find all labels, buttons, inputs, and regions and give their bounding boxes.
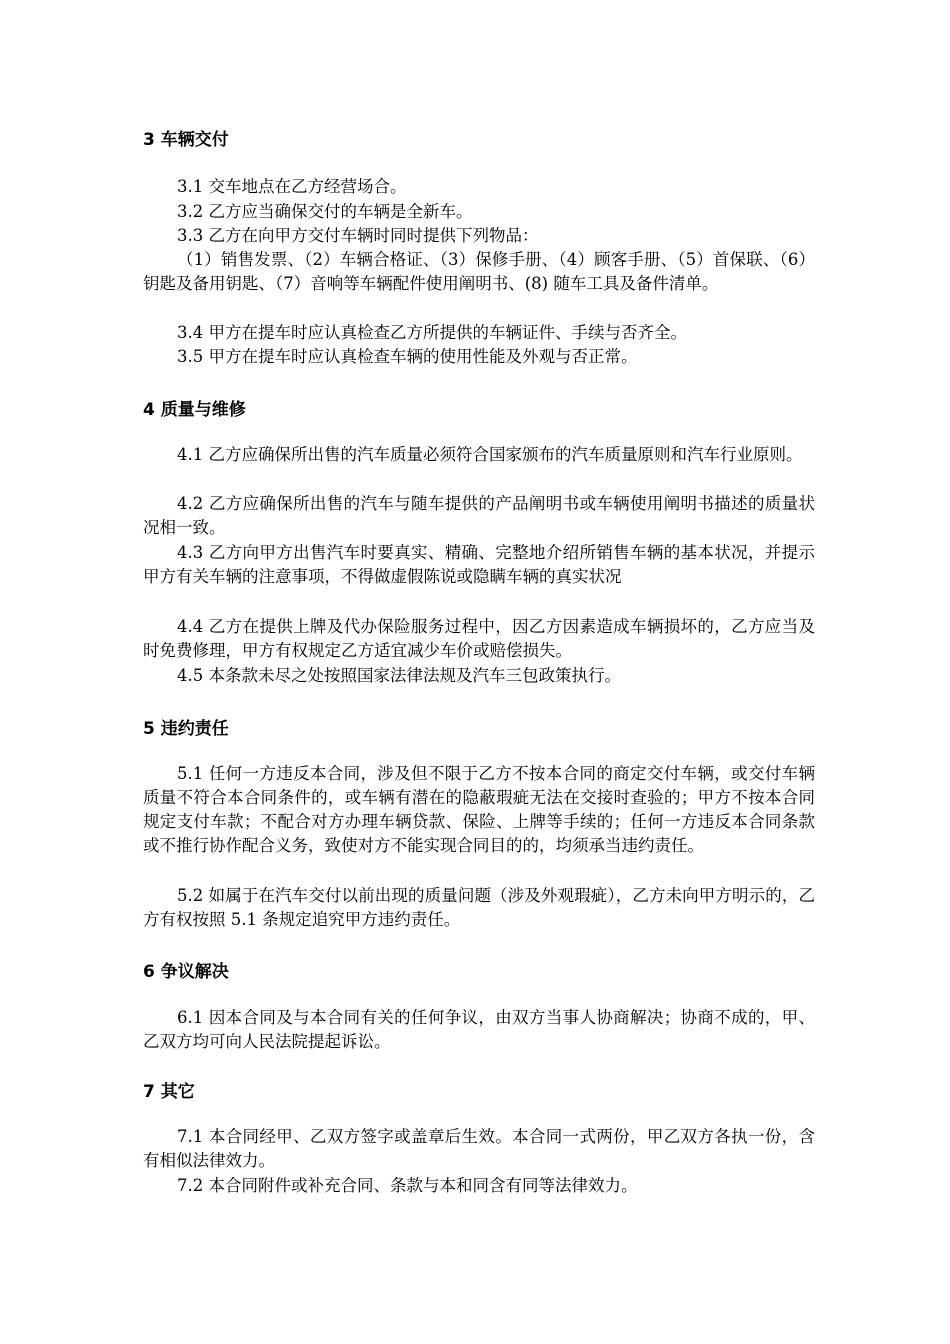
clause-3-3: 3.3 乙方在向甲方交付车辆时同时提供下列物品： [177, 226, 539, 245]
clause-3-5: 3.5 甲方在提车时应认真检查车辆的使用性能及外观与否正常。 [177, 347, 638, 366]
clause-3-1: 3.1 交车地点在乙方经营场合。 [177, 177, 407, 196]
clause-5-1: 5.1 任何一方违反本合同，涉及但不限于乙方不按本合同的商定交付车辆，或交付车辆质量不符合本合同条件的，或车辆有潜在的隐蔽瑕疵无法在交接时查验的；甲方不按本合同规定支付车款；不配合对方办理车辆贷款、保险、上牌等手续的；任何一方违反本合同条款或不推行协作配合义务，致使对方不能实现合同目的的，均须承当违约责任。 [143, 764, 815, 855]
clause-6-1: 6.1 因本合同及与本合同有关的任何争议，由双方当事人协商解决；协商不成的，甲、乙双方均可向人民法院提起诉讼。 [143, 1008, 815, 1051]
section-heading-vehicle-delivery: 3 车辆交付 [143, 130, 229, 150]
clause-7-1: 7.1 本合同经甲、乙双方签字或盖章后生效。本合同一式两份，甲乙双方各执一份，含有相似法律效力。 [143, 1127, 815, 1170]
section-heading-liability: 5 违约责任 [143, 719, 229, 739]
clause-5-2: 5.2 如属于在汽车交付以前出现的质量问题（涉及外观瑕疵），乙方未向甲方明示的，乙方有权按照 5.1 条规定追究甲方违约责任。 [143, 886, 815, 929]
clause-4-5: 4.5 本条款未尽之处按照国家法律法规及汽车三包政策执行。 [177, 666, 621, 685]
section-heading-other: 7 其它 [143, 1082, 195, 1102]
clause-4-3: 4.3 乙方向甲方出售汽车时要真实、精确、完整地介绍所销售车辆的基本状况，并提示甲方有关车辆的注意事项，不得做虚假陈说或隐瞒车辆的真实状况 [143, 543, 815, 586]
clause-4-2: 4.2 乙方应确保所出售的汽车与随车提供的产品阐明书或车辆使用阐明书描述的质量状况相一致。 [143, 494, 815, 537]
clause-4-4: 4.4 乙方在提供上牌及代办保险服务过程中，因乙方因素造成车辆损坏的，乙方应当及时免费修理，甲方有权规定乙方适宜减少车价或赔偿损失。 [143, 617, 815, 660]
section-heading-quality-repair: 4 质量与维修 [143, 400, 246, 420]
clause-3-2: 3.2 乙方应当确保交付的车辆是全新车。 [177, 202, 473, 221]
section-heading-dispute: 6 争议解决 [143, 962, 229, 982]
clause-3-3-items: （1）销售发票、（2）车辆合格证、（3）保修手册、（4）顾客手册、（5）首保联、（6）钥匙及备用钥匙、（7）音响等车辆配件使用阐明书、(8) 随车工具及备件清单。 [143, 250, 815, 293]
clause-3-4: 3.4 甲方在提车时应认真检查乙方所提供的车辆证件、手续与否齐全。 [177, 323, 687, 342]
clause-4-1: 4.1 乙方应确保所出售的汽车质量必须符合国家颁布的汽车质量原则和汽车行业原则。 [177, 445, 803, 464]
clause-7-2: 7.2 本合同附件或补充合同、条款与本和同含有同等法律效力。 [177, 1176, 638, 1195]
